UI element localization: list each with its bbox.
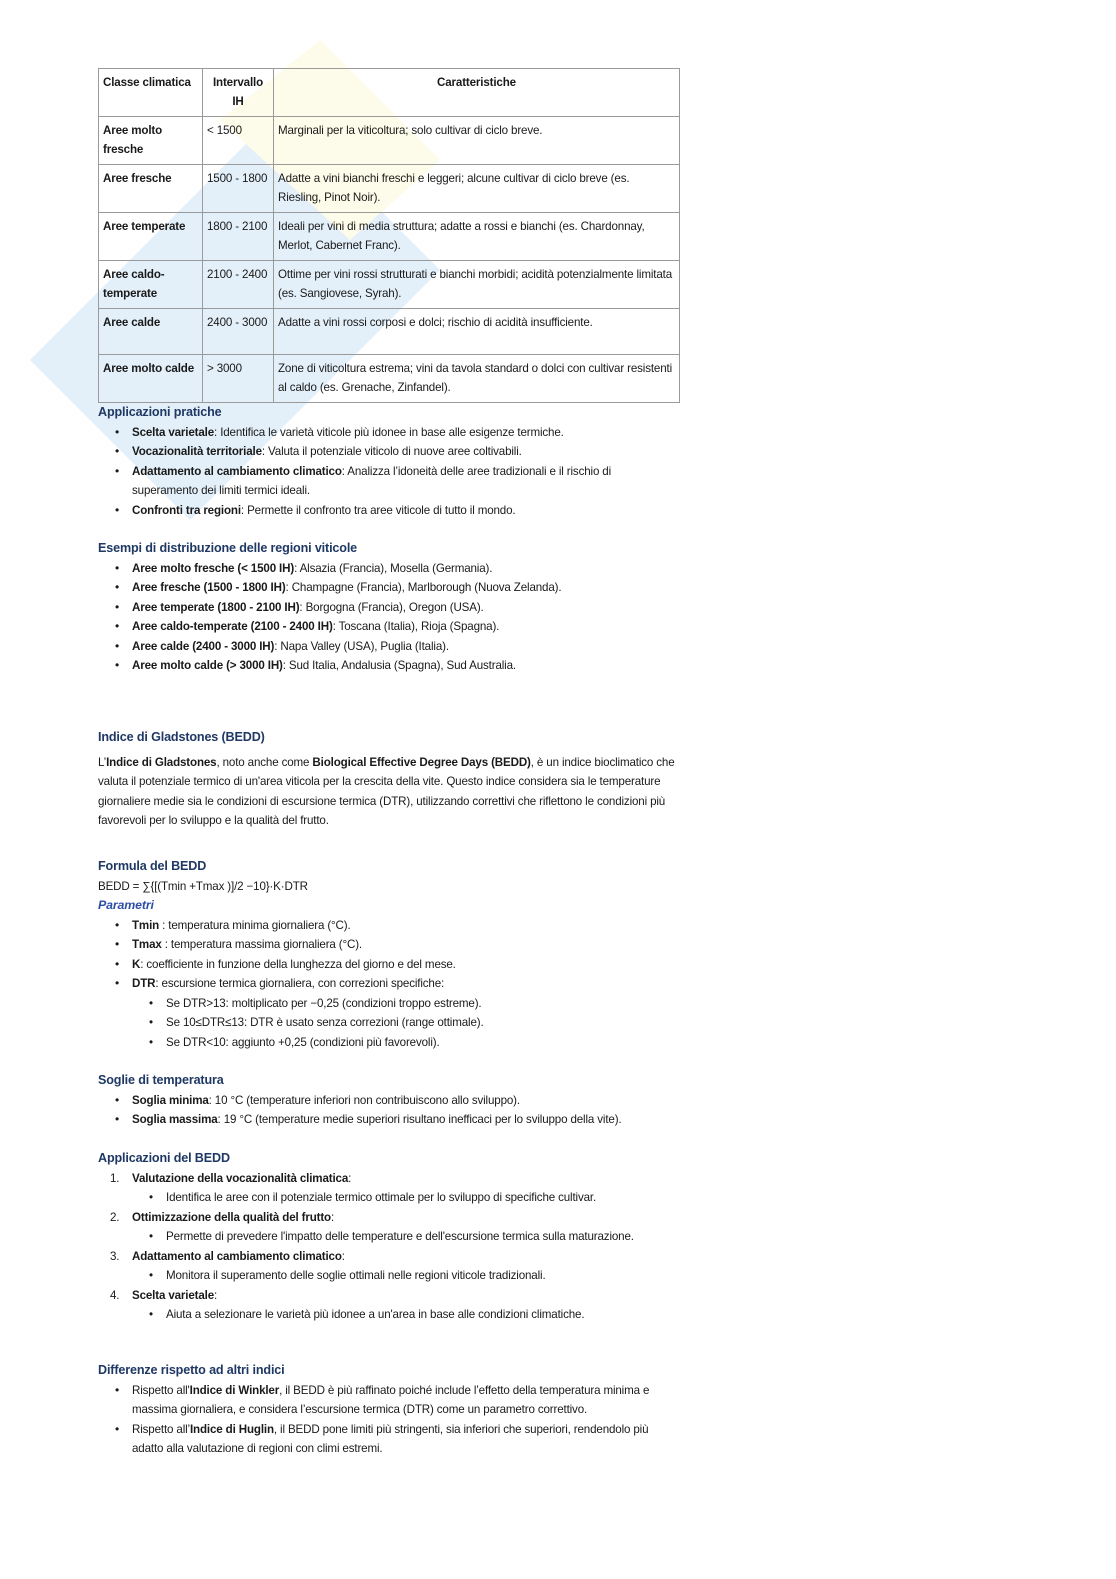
list-item: • Aree caldo-temperate (2100 - 2400 IH): Toscana (Italia), Rioja (Spagna).: [98, 617, 698, 637]
sub-list-item: • Se DTR>13: moltiplicato per −0,25 (condizioni troppo estreme).: [98, 994, 698, 1014]
formula-text: BEDD = ∑{[(Tmin +Tmax )]/2 −10}·K·DTR: [98, 879, 308, 893]
sub-list-item: • Permette di prevedere l'impatto delle temperature e dell'escursione termica sulla maturazione.: [98, 1227, 658, 1247]
params-heading: Parametri: [98, 898, 154, 912]
list-item: • K: coefficiente in funzione della lunghezza del giorno e del mese.: [98, 955, 698, 975]
list-item: • Adattamento al cambiamento climatico: Analizza l’idoneità delle aree tradizionali e il rischio di superamento dei limiti termici ideali.: [98, 462, 678, 501]
numbered-item: 4. Scelta varietale: • Aiuta a selezionare le varietà più idonee a un'area in base alle condizioni climatiche.: [98, 1286, 698, 1325]
list-item: • Soglia massima: 19 °C (temperature medie superiori risultano inefficaci per lo sviluppo della vite).: [98, 1110, 698, 1130]
sub-list-item: • Se 10≤DTR≤13: DTR è usato senza correzioni (range ottimale).: [98, 1013, 698, 1033]
cell-caratteristiche: Zone di viticoltura estrema; vini da tavola standard o dolci con cultivar resistenti al caldo (es. Grenache, Zinfandel).: [274, 355, 680, 403]
table-row: [99, 165, 680, 213]
section-differenze: [98, 1361, 673, 1459]
table-row: [99, 117, 680, 165]
cell-caratteristiche: Adatte a vini rossi corposi e dolci; rischio di acidità insufficiente.: [274, 309, 680, 355]
section-esempi: [98, 539, 698, 676]
table-row: [99, 355, 680, 403]
cell-classe: Aree fresche: [99, 165, 203, 213]
cell-intervallo: < 1500: [203, 117, 274, 165]
section-heading: Soglie di temperatura: [98, 1073, 224, 1087]
cell-classe: Aree temperate: [99, 213, 203, 261]
list-item: • Rispetto all’Indice di Huglin, il BEDD pone limiti più stringenti, sia inferiori che superiori, rendendolo più adatto alla valutazione di regioni con climi estremi.: [98, 1420, 673, 1459]
cell-intervallo: 2100 - 2400: [203, 261, 274, 309]
list-item: • Rispetto all'Indice di Winkler, il BEDD è più raffinato poiché include l’effetto della temperatura minima e massima giornaliera, e considera l’escursione termica (DTR) come un parametro correttivo.: [98, 1381, 673, 1420]
cell-caratteristiche: Adatte a vini bianchi freschi e leggeri; alcune cultivar di ciclo breve (es. Riesling, Pinot Noir).: [274, 165, 680, 213]
list-item: • Aree molto calde (> 3000 IH): Sud Italia, Andalusia (Spagna), Sud Australia.: [98, 656, 698, 676]
sub-list-item: • Monitora il superamento delle soglie ottimali nelle regioni viticole tradizionali.: [98, 1266, 698, 1286]
section-heading: Indice di Gladstones (BEDD): [98, 730, 265, 744]
section-gladstones: [98, 728, 683, 831]
list-item: • Soglia minima: 10 °C (temperature inferiori non contribuiscono allo sviluppo).: [98, 1091, 698, 1111]
section-heading: Formula del BEDD: [98, 859, 207, 873]
header-classe: Classe climatica: [99, 69, 203, 117]
cell-classe: Aree molto fresche: [99, 117, 203, 165]
section-applicazioni-bedd: [98, 1149, 698, 1325]
list-item: • Tmin : temperatura minima giornaliera (°C).: [98, 916, 698, 936]
section-heading: Applicazioni pratiche: [98, 405, 222, 419]
cell-intervallo: 1500 - 1800: [203, 165, 274, 213]
section-heading: Applicazioni del BEDD: [98, 1151, 230, 1165]
section-applicazioni-pratiche: [98, 403, 678, 520]
cell-intervallo: > 3000: [203, 355, 274, 403]
section-heading: Differenze rispetto ad altri indici: [98, 1363, 285, 1377]
cell-caratteristiche: Ottime per vini rossi strutturati e bianchi morbidi; acidità potenzialmente limitata (es. Sangiovese, Syrah).: [274, 261, 680, 309]
list-item: • Tmax : temperatura massima giornaliera (°C).: [98, 935, 698, 955]
list-item: • Aree temperate (1800 - 2100 IH): Borgogna (Francia), Oregon (USA).: [98, 598, 698, 618]
header-caratteristiche: Caratteristiche: [274, 69, 680, 117]
list-item: • DTR: escursione termica giornaliera, con correzioni specifiche:: [98, 974, 698, 994]
list-item: • Vocazionalità territoriale: Valuta il potenziale viticolo di nuove aree coltivabili.: [98, 442, 678, 462]
gladstones-paragraph: L’Indice di Gladstones, noto anche come Biological Effective Degree Days (BEDD), è un indice bioclimatico che valuta il potenziale termico di un'area viticola per la crescita della vite. Questo indice considera sia le temperature giornaliere medie sia le condizioni di escursione termica (DTR), utilizzando correttivi che riflettono le condizioni più favorevoli per lo sviluppo e la qualità del frutto.: [98, 755, 675, 827]
list-item: • Aree calde (2400 - 3000 IH): Napa Valley (USA), Puglia (Italia).: [98, 637, 698, 657]
table-row: [99, 261, 680, 309]
cell-intervallo: 1800 - 2100: [203, 213, 274, 261]
sub-list-item: • Aiuta a selezionare le varietà più idonee a un'area in base alle condizioni climatiche.: [98, 1305, 698, 1325]
sub-list-item: • Identifica le aree con il potenziale termico ottimale per lo sviluppo di specifiche cultivar.: [98, 1188, 698, 1208]
section-soglie: [98, 1071, 698, 1130]
table-header-row: [99, 69, 680, 117]
table-row: [99, 309, 680, 355]
section-formula: [98, 857, 698, 1052]
cell-classe: Aree molto calde: [99, 355, 203, 403]
cell-classe: Aree calde: [99, 309, 203, 355]
table-row: [99, 213, 680, 261]
cell-classe: Aree caldo-temperate: [99, 261, 203, 309]
numbered-item: 3. Adattamento al cambiamento climatico: • Monitora il superamento delle soglie ottimali nelle regioni viticole tradizionali.: [98, 1247, 698, 1286]
climate-class-table: [98, 68, 680, 403]
sub-list-item: • Se DTR<10: aggiunto +0,25 (condizioni più favorevoli).: [98, 1033, 698, 1053]
numbered-item: 2. Ottimizzazione della qualità del frutto: • Permette di prevedere l'impatto delle temperature e dell'escursione termica sulla maturazione.: [98, 1208, 698, 1247]
cell-caratteristiche: Ideali per vini di media struttura; adatte a rossi e bianchi (es. Chardonnay, Merlot, Cabernet Franc).: [274, 213, 680, 261]
header-intervallo: Intervallo IH: [203, 69, 274, 117]
cell-caratteristiche: Marginali per la viticoltura; solo cultivar di ciclo breve.: [274, 117, 680, 165]
list-item: • Scelta varietale: Identifica le varietà viticole più idonee in base alle esigenze termiche.: [98, 423, 678, 443]
list-item: • Confronti tra regioni: Permette il confronto tra aree viticole di tutto il mondo.: [98, 501, 678, 521]
section-heading: Esempi di distribuzione delle regioni viticole: [98, 541, 358, 555]
list-item: • Aree fresche (1500 - 1800 IH): Champagne (Francia), Marlborough (Nuova Zelanda).: [98, 578, 698, 598]
numbered-item: 1. Valutazione della vocazionalità climatica: • Identifica le aree con il potenziale termico ottimale per lo sviluppo di specifiche cultivar.: [98, 1169, 698, 1208]
list-item: • Aree molto fresche (< 1500 IH): Alsazia (Francia), Mosella (Germania).: [98, 559, 698, 579]
cell-intervallo: 2400 - 3000: [203, 309, 274, 355]
